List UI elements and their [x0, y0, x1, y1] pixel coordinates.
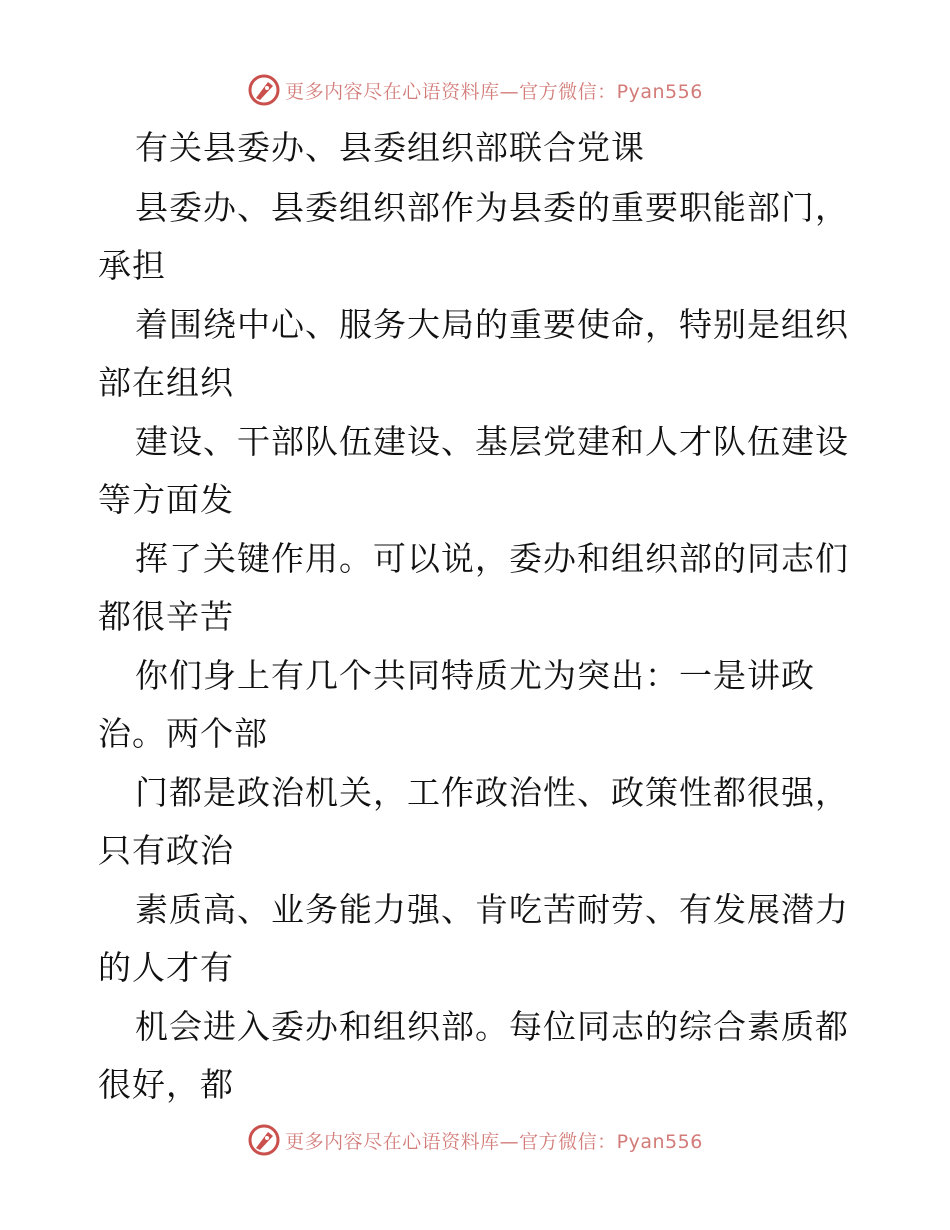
text-line: 素质高、业务能力强、肯吃苦耐劳、有发展潜力: [135, 890, 849, 929]
text-line: 都很辛苦: [98, 597, 234, 636]
text-line: 挥了关键作用。可以说，委办和组织部的同志们: [135, 539, 849, 578]
text-line: 只有政治: [98, 831, 234, 870]
footer-watermark: [0, 1122, 950, 1158]
document-title: 有关县委办、县委组织部联合党课: [135, 128, 645, 167]
text-line: 机会进入委办和组织部。每位同志的综合素质都: [135, 1007, 849, 1046]
text-line: 你们身上有几个共同特质尤为突出：一是讲政: [135, 656, 815, 695]
text-line: 的人才有: [98, 948, 234, 987]
text-line: 很好，都: [98, 1065, 234, 1104]
text-line: 着围绕中心、服务大局的重要使命，特别是组织: [135, 305, 849, 344]
text-line: 承担: [98, 246, 166, 285]
header-watermark-text: 更多内容尽在心语资料库—官方微信：Pyan556: [285, 80, 703, 103]
text-line: 等方面发: [98, 480, 234, 519]
text-line: 建设、干部队伍建设、基层党建和人才队伍建设: [135, 422, 849, 461]
footer-watermark-text: 更多内容尽在心语资料库—官方微信：Pyan556: [285, 1130, 703, 1153]
text-line: 县委办、县委组织部作为县委的重要职能部门，: [135, 188, 849, 227]
pen-nib-logo-icon: [247, 1123, 281, 1157]
text-line: 门都是政治机关，工作政治性、政策性都很强，: [135, 773, 849, 812]
header-watermark: [0, 72, 950, 108]
text-line: 部在组织: [98, 363, 234, 402]
pen-nib-logo-icon: [247, 73, 281, 107]
text-line: 治。两个部: [98, 714, 268, 753]
